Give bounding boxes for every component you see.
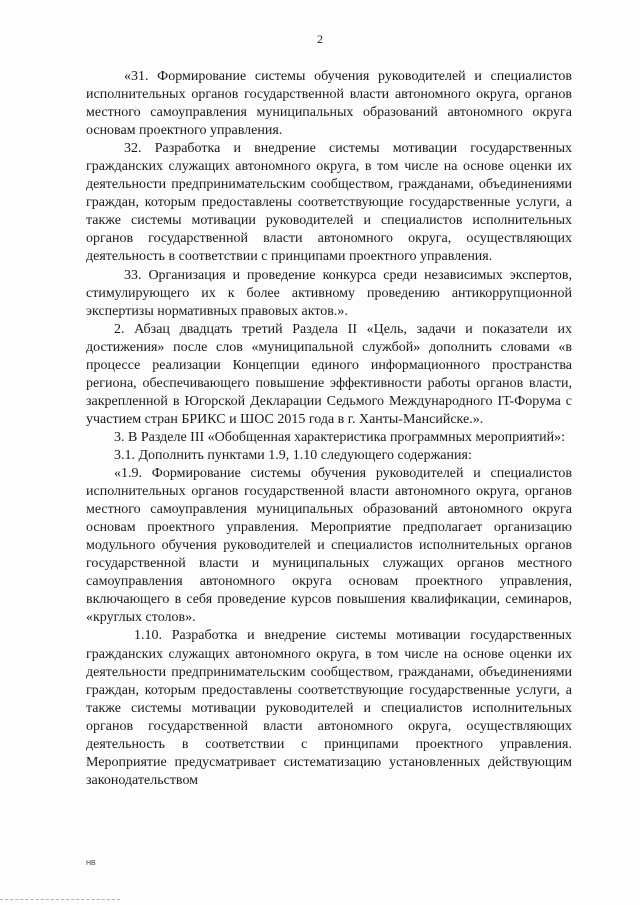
paragraph-item-32: 32. Разработка и внедрение системы мотивации государственных гражданских служащих автономного округа, в том числе на основе оценки их деятельности предпринимательским сообществом, гражданами, объединениями граждан, которым предоставлены соответствующие государственные услуги, а также системы мотивации руководителей и специалистов исполнительных органов государственной власти автономного округа, осуществляющих деятельность в соответствии с принципами проектного управления. [86, 141, 572, 265]
paragraph-amendment-3-1: 3.1. Дополнить пунктами 1.9, 1.10 следующего содержания: [114, 447, 472, 463]
paragraph-amendment-2: 2. Абзац двадцать третий Раздела II «Цель, задачи и показатели их достижения» после слов «муниципальной службой» дополнить словами «в процессе реализации Концепции единого информационного пространства региона, обеспечивающего повышение эффективности работы органов власти, закрепленной в Югорской Декларации Седьмого Международного IT-Форума с участием стран БРИКС и ШОС 2015 года в г. Ханты-Мансийске.». [86, 321, 572, 427]
paragraph-item-1-10: 1.10. Разработка и внедрение системы мотивации государственных гражданских служащих автономного округа, в том числе на основе оценки их деятельности предпринимательским сообществом, гражданами, объединениями граждан, которым предоставлены соответствующие государственные услуги, а также системы мотивации руководителей и специалистов исполнительных органов государственной власти автономного округа, осуществляющих деятельность в соответствии с принципами проектного управления. Мероприятие предусматривает систематизацию установленных действующим законодательством [86, 628, 572, 788]
page-number: 2 [317, 32, 323, 46]
paragraph-item-31: «31. Формирование системы обучения руководителей и специалистов исполнительных органов государственной власти автономного округа, органов местного самоуправления муниципальных образований автономного округа основам проектного управления. [86, 69, 572, 139]
paragraph-amendment-3: 3. В Разделе III «Обобщенная характеристика программных мероприятий»: [114, 429, 565, 445]
document-body [86, 68, 572, 790]
paragraph-item-33: 33. Организация и проведение конкурса среди независимых экспертов, стимулирующего их к более активному проведению антикоррупционной экспертизы нормативных правовых актов.». [86, 267, 572, 319]
footer-initials: НВ [86, 860, 96, 867]
scan-edge-line [0, 899, 120, 901]
paragraph-item-1-9: «1.9. Формирование системы обучения руководителей и специалистов исполнительных органов государственной власти автономного округа, органов местного самоуправления муниципальных образований автономного округа основам проектного управления. Мероприятие предполагает организацию модульного обучения руководителей и специалистов исполнительных органов государственной власти и муниципальных служащих органов местного самоуправления автономного округа основам проектного управления, включающего в себя проведение курсов повышения квалификации, семинаров, «круглых столов». [86, 466, 572, 626]
